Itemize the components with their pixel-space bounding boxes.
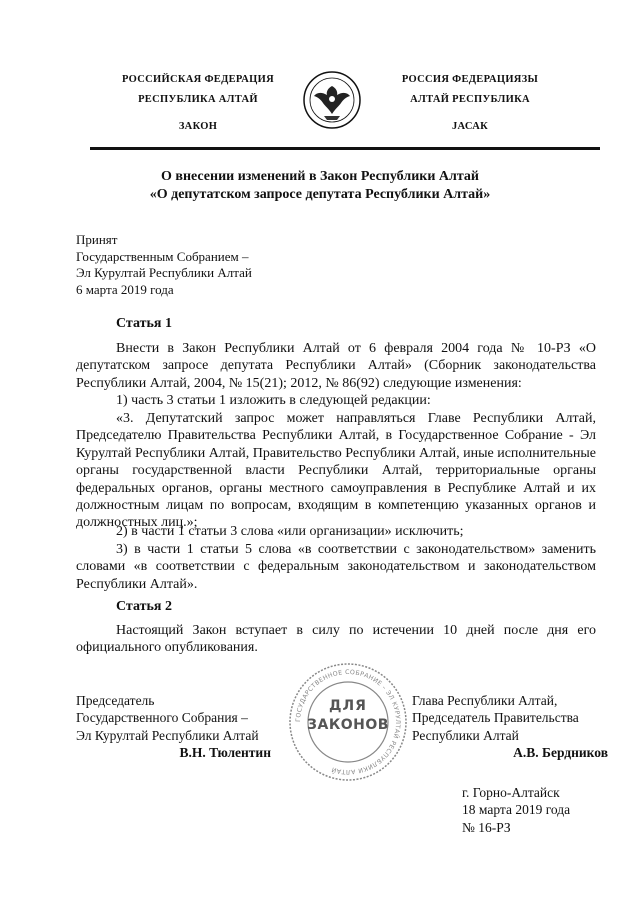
signature-right-line2: Председатель Правительства (412, 710, 579, 726)
header-left-line1: РОССИЙСКАЯ ФЕДЕРАЦИЯ (122, 74, 274, 85)
footer-date: 18 марта 2019 года (462, 802, 571, 818)
document-title-line1: О внесении изменений в Закон Республики Алтай (161, 169, 479, 184)
signature-left-name: В.Н. Тюлентин (179, 745, 271, 761)
article1-intro: Внести в Закон Республики Алтай от 6 февраля 2004 года № 10-РЗ «О депутатском запросе депутата Республики Алтай» (Сборник законодательства Республики Алтай, 2004, № 15(21); 2012, № 86(92) следующие изменения: (76, 341, 596, 391)
signature-right-line1: Глава Республики Алтай, (412, 693, 558, 708)
article1-item3: 3) в части 1 статьи 5 слова «в соответствии с законодательством» заменить словами «в соответствии с федеральным законодательством и законодательством Республики Алтай». (76, 542, 596, 592)
header-left-line2: РЕСПУБЛИКА АЛТАЙ (138, 94, 258, 105)
stamp-ring-text: ГОСУДАРСТВЕННОЕ СОБРАНИЕ – ЭЛ КУРУЛТАЙ РЕСПУБЛИКИ АЛТАЙ (294, 668, 402, 776)
signature-right-line3: Республики Алтай (412, 727, 519, 743)
article1-item2: 2) в части 1 статьи 3 слова «или организации» исключить; (116, 524, 464, 539)
adopted-block (76, 232, 252, 298)
header-right-line1: РОССИЯ ФЕДЕРАЦИЯЗЫ (401, 74, 539, 85)
footer-block (462, 784, 570, 836)
article1-item1: 1) часть 3 статьи 1 изложить в следующей редакции: (116, 393, 431, 408)
footer-number: № 16-РЗ (462, 819, 511, 835)
header-divider (90, 147, 600, 150)
article1-quote: «3. Депутатский запрос может направляться Главе Республики Алтай, Председателю Правительства Республики Алтай, в Государственное Собрание - Эл Курултай Республики Алтай, Правительство Республики Алтай, иные исполнительные органы государственной власти Республики Алтай, территориальные органы федеральных органов, органы местного самоуправления в Республике Алтай и их должностным лицам по вопросам, входящим в компетенцию указанных органов и должностных лиц.»; (76, 411, 596, 531)
article2-heading: Статья 2 (116, 599, 172, 614)
signature-left-line3: Эл Курултай Республики Алтай (76, 727, 259, 743)
signature-left-line1: Председатель (76, 693, 155, 708)
official-stamp (286, 660, 410, 784)
adopted-line2: Государственным Собранием – (76, 248, 249, 264)
article1-heading: Статья 1 (116, 316, 172, 331)
signature-right-name: А.В. Бердников (513, 745, 608, 761)
stamp-line1: ДЛЯ (329, 698, 367, 714)
altai-republic-emblem-icon (302, 70, 362, 130)
header-left-line3: ЗАКОН (178, 121, 218, 132)
stamp-line2: ЗАКОНОВ (307, 717, 389, 733)
signature-left (76, 692, 271, 762)
adopted-line4: 6 марта 2019 года (76, 281, 174, 297)
document-title-line2: «О депутатском запросе депутата Республики Алтай» (149, 187, 491, 202)
footer-place: г. Горно-Алтайск (462, 785, 560, 800)
header-right-line3: JАСАК (451, 121, 489, 132)
signature-right (412, 692, 608, 762)
header-right-line2: АЛТАЙ РЕСПУБЛИКА (410, 94, 530, 105)
signature-left-line2: Государственного Собрания – (76, 710, 248, 726)
adopted-line1: Принят (76, 232, 118, 247)
article2-text: Настоящий Закон вступает в силу по истечении 10 дней после дня его официального опубликования. (76, 623, 596, 656)
adopted-line3: Эл Курултай Республики Алтай (76, 265, 252, 280)
